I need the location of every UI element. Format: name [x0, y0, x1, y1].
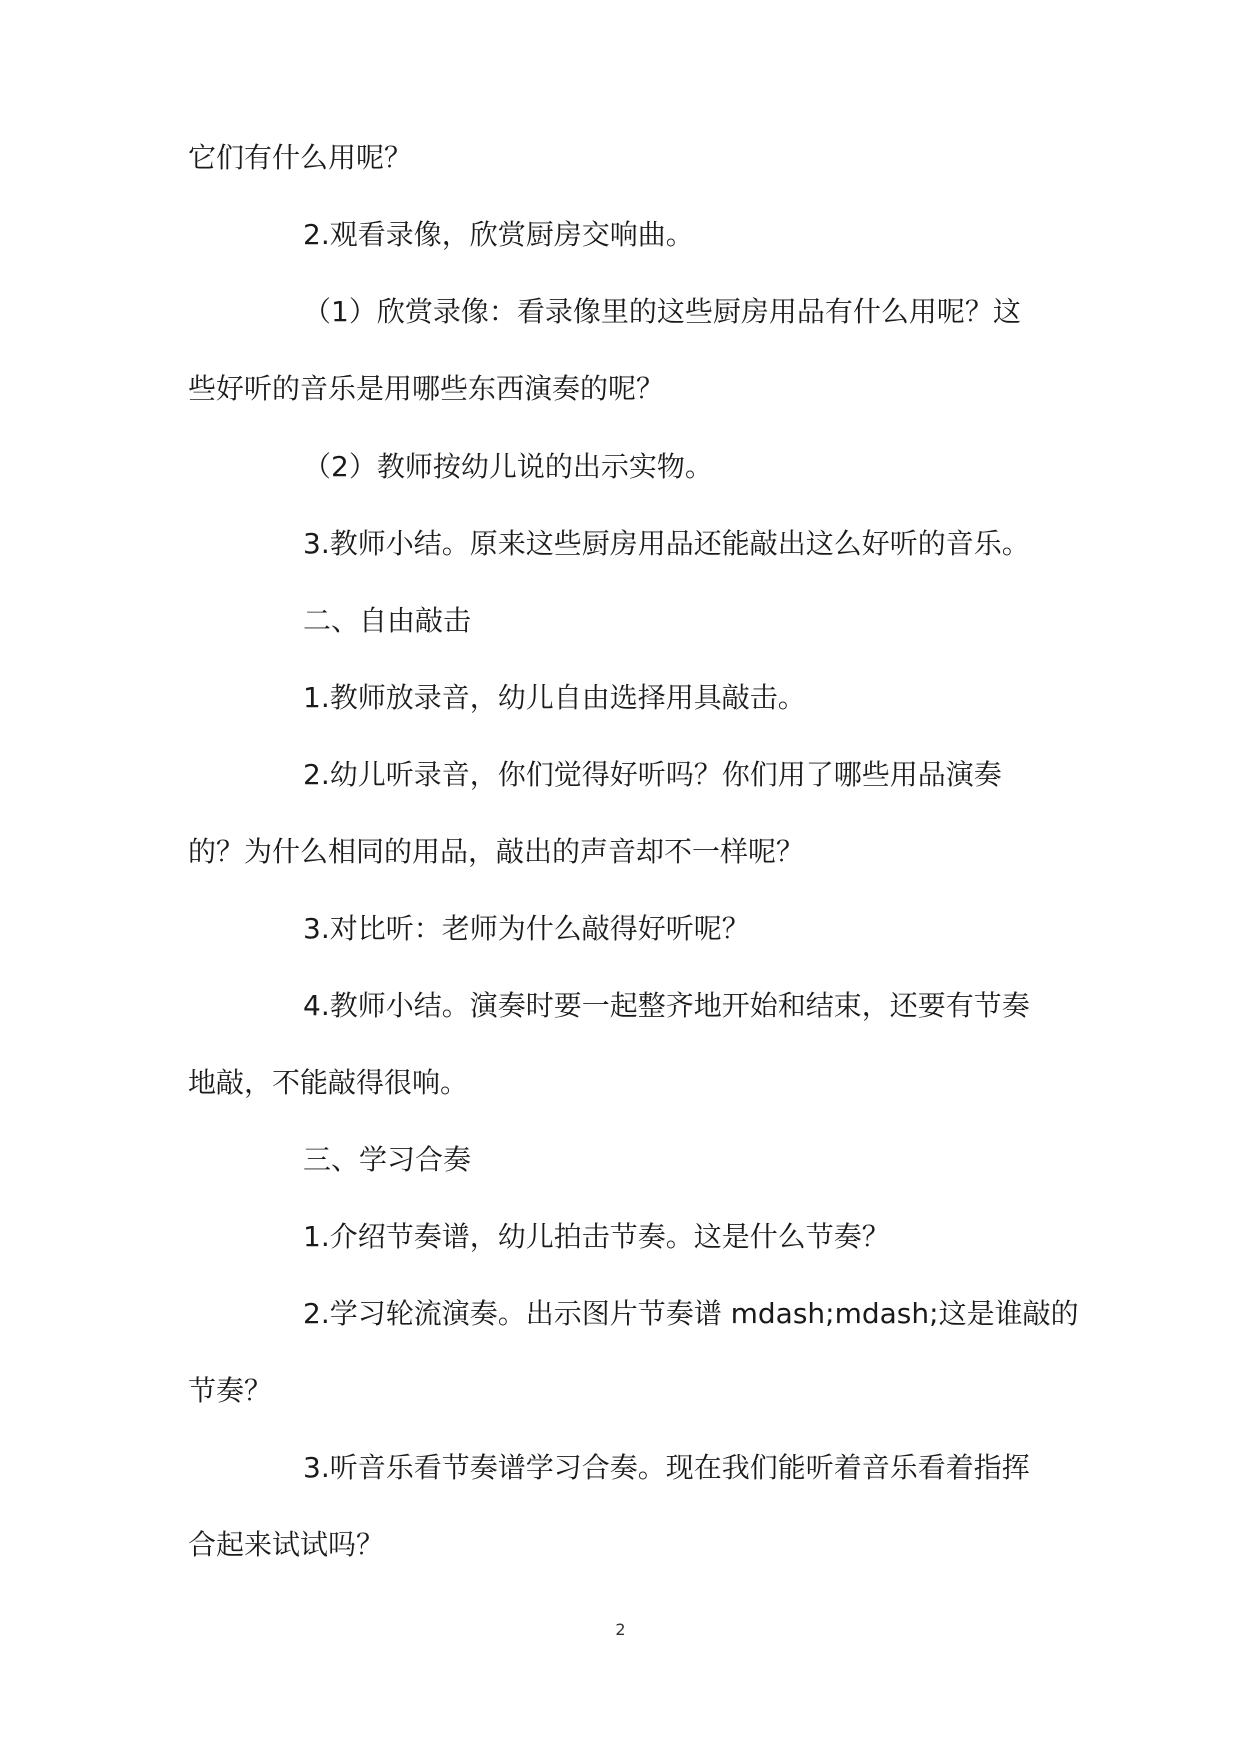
text-line: 2.学习轮流演奏。出示图片节奏谱 mdash;mdash;这是谁敲的	[303, 1297, 1079, 1330]
text-line: 3.听音乐看节奏谱学习合奏。现在我们能听着音乐看着指挥	[303, 1451, 1030, 1484]
text-line: 2.观看录像，欣赏厨房交响曲。	[303, 218, 694, 251]
text-line: 4.教师小结。演奏时要一起整齐地开始和结束，还要有节奏	[303, 989, 1030, 1022]
text-line: 1.介绍节奏谱，幼儿拍击节奏。这是什么节奏？	[303, 1220, 890, 1253]
text-line: 的？为什么相同的用品，敲出的声音却不一样呢？	[188, 835, 805, 868]
text-line: 地敲，不能敲得很响。	[188, 1066, 469, 1099]
text-line: 节奏？	[188, 1374, 273, 1407]
text-line: （2）教师按幼儿说的出示实物。	[303, 450, 713, 483]
text-line: 些好听的音乐是用哪些东西演奏的呢？	[188, 372, 665, 405]
text-line: 它们有什么用呢？	[188, 141, 413, 174]
section-heading: 三、学习合奏	[303, 1143, 472, 1176]
text-line: 1.教师放录音，幼儿自由选择用具敲击。	[303, 681, 806, 714]
text-line: 2.幼儿听录音，你们觉得好听吗？你们用了哪些用品演奏	[303, 758, 1002, 791]
text-line: 3.对比听：老师为什么敲得好听呢？	[303, 912, 750, 945]
text-line: 3.教师小结。原来这些厨房用品还能敲出这么好听的音乐。	[303, 527, 1030, 560]
text-line: 合起来试试吗？	[188, 1528, 385, 1561]
text-line: （1）欣赏录像：看录像里的这些厨房用品有什么用呢？这	[303, 295, 1021, 328]
section-heading: 二、自由敲击	[303, 604, 472, 637]
page-number: 2	[615, 1620, 626, 1639]
